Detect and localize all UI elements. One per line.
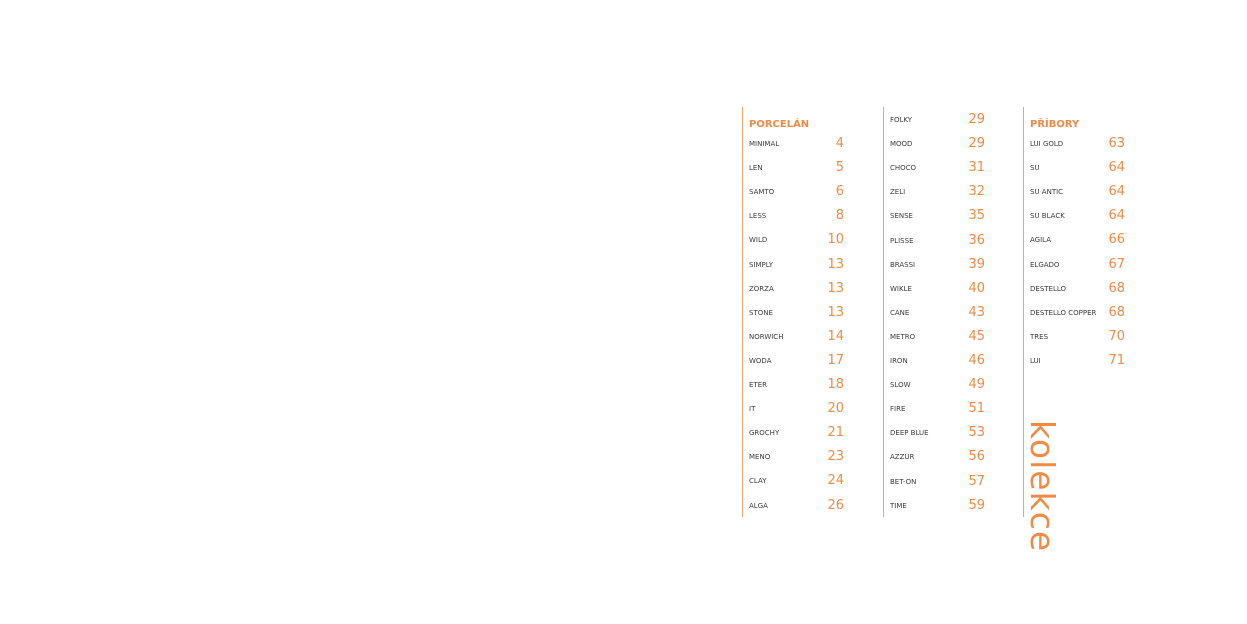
collection-name: TIME bbox=[890, 501, 907, 510]
index-entry[interactable] bbox=[743, 474, 847, 490]
collection-name: TRES bbox=[1030, 332, 1049, 341]
index-entry[interactable] bbox=[884, 234, 988, 250]
page-number: 39 bbox=[968, 256, 985, 272]
collection-name: WIKLE bbox=[890, 284, 912, 293]
collection-name: SU ANTIC bbox=[1030, 188, 1064, 197]
collection-name: CLAY bbox=[749, 477, 767, 486]
index-entry[interactable] bbox=[1024, 137, 1128, 153]
index-entry[interactable] bbox=[1024, 258, 1128, 274]
index-entry[interactable] bbox=[743, 450, 847, 466]
page-number: 4 bbox=[835, 136, 844, 151]
index-entry[interactable] bbox=[884, 354, 988, 370]
page-number: 10 bbox=[827, 232, 844, 248]
collection-name: ETER bbox=[749, 381, 767, 389]
page-number: 29 bbox=[968, 112, 985, 127]
collection-name: SIMPLY bbox=[749, 260, 774, 269]
index-entry[interactable] bbox=[743, 209, 847, 225]
page-number: 43 bbox=[968, 304, 985, 320]
index-entry[interactable] bbox=[884, 137, 988, 153]
collection-name: IRON bbox=[890, 357, 908, 365]
page-number: 46 bbox=[968, 353, 985, 368]
page-number: 57 bbox=[968, 473, 985, 489]
index-entry[interactable] bbox=[743, 185, 847, 201]
collection-name: DEEP BLUE bbox=[890, 429, 929, 438]
page-number: 53 bbox=[968, 425, 985, 441]
index-entry[interactable] bbox=[884, 402, 988, 418]
index-entry[interactable] bbox=[1024, 306, 1128, 322]
page-number: 63 bbox=[1108, 136, 1125, 151]
collection-name: GROCHY bbox=[749, 429, 780, 438]
page-number: 8 bbox=[835, 208, 844, 224]
collection-name: ZELI bbox=[890, 188, 906, 197]
pribory-heading: PŘÍBORY bbox=[1030, 119, 1080, 130]
index-entry[interactable] bbox=[743, 426, 847, 442]
page-number: 18 bbox=[827, 377, 844, 392]
collection-name: FIRE bbox=[890, 405, 906, 414]
index-entry[interactable] bbox=[884, 282, 988, 298]
collection-name: NORWICH bbox=[749, 332, 784, 341]
collection-name: AZZUR bbox=[890, 453, 915, 462]
index-entry[interactable] bbox=[743, 306, 847, 322]
index-entry[interactable] bbox=[884, 450, 988, 466]
page-number: 49 bbox=[968, 377, 985, 393]
index-entry[interactable] bbox=[1024, 233, 1128, 249]
page-number: 20 bbox=[827, 401, 844, 417]
page-number: 64 bbox=[1108, 184, 1125, 200]
page-number: 64 bbox=[1108, 208, 1125, 224]
collection-name: IT bbox=[749, 405, 756, 414]
index-entry[interactable] bbox=[743, 499, 847, 515]
collection-name: LESS bbox=[749, 212, 767, 221]
page-number: 51 bbox=[968, 401, 985, 417]
page-number: 31 bbox=[968, 160, 985, 176]
collection-name: BRASSI bbox=[890, 260, 916, 269]
page-number: 64 bbox=[1108, 160, 1125, 176]
porcelan-column bbox=[742, 107, 847, 517]
page-number: 14 bbox=[827, 328, 844, 344]
collection-name: BET-ON bbox=[890, 477, 917, 486]
page-number: 5 bbox=[835, 160, 844, 176]
index-entry[interactable] bbox=[743, 233, 847, 249]
collection-name: MOOD bbox=[890, 140, 913, 149]
index-entry[interactable] bbox=[1024, 185, 1128, 201]
collection-name: ALGA bbox=[749, 501, 768, 510]
page-number: 71 bbox=[1108, 352, 1125, 368]
collection-name: WILD bbox=[749, 236, 768, 245]
page-number: 23 bbox=[827, 449, 844, 465]
page-number: 70 bbox=[1108, 328, 1125, 344]
index-entry[interactable] bbox=[884, 161, 988, 177]
porcelan-continued-column bbox=[883, 107, 988, 517]
collection-name: CHOCO bbox=[890, 164, 917, 173]
page-number: 36 bbox=[968, 232, 985, 248]
page-number: 29 bbox=[968, 136, 985, 152]
index-entry[interactable] bbox=[743, 402, 847, 418]
page-number: 40 bbox=[968, 280, 985, 296]
page-number: 45 bbox=[968, 328, 985, 344]
index-entry[interactable] bbox=[884, 499, 988, 515]
page-number: 24 bbox=[827, 473, 844, 489]
page-number: 66 bbox=[1108, 232, 1125, 248]
index-entry[interactable] bbox=[884, 306, 988, 322]
index-entry[interactable] bbox=[1024, 282, 1128, 298]
page-number: 56 bbox=[968, 449, 985, 465]
collection-name: DESTELLO COPPER bbox=[1030, 308, 1097, 317]
collection-name: AGILA bbox=[1030, 236, 1052, 245]
page-number: 21 bbox=[827, 425, 844, 441]
collection-name: MINIMAL bbox=[749, 140, 780, 148]
index-entry[interactable] bbox=[743, 378, 847, 394]
page-number: 67 bbox=[1108, 256, 1125, 272]
page-number: 6 bbox=[835, 184, 844, 200]
index-entry[interactable] bbox=[884, 330, 988, 346]
page-number: 68 bbox=[1108, 304, 1125, 320]
collection-name: PLISSE bbox=[890, 236, 914, 245]
collection-name: DESTELLO bbox=[1030, 284, 1067, 293]
index-entry[interactable] bbox=[1024, 330, 1128, 346]
collection-name: CANE bbox=[890, 308, 910, 317]
index-entry[interactable] bbox=[884, 185, 988, 201]
collection-name: LUI GOLD bbox=[1030, 140, 1064, 148]
index-entry[interactable] bbox=[884, 378, 988, 394]
collection-name: LEN bbox=[749, 164, 763, 173]
collection-name: WODA bbox=[749, 356, 772, 365]
index-entry[interactable] bbox=[884, 426, 988, 442]
index-entry[interactable] bbox=[743, 258, 847, 274]
index-entry[interactable] bbox=[743, 137, 847, 153]
index-entry[interactable] bbox=[743, 282, 847, 298]
collection-name: METRO bbox=[890, 332, 916, 341]
page-number: 59 bbox=[968, 497, 985, 513]
index-entry[interactable] bbox=[884, 258, 988, 274]
index-entry[interactable] bbox=[743, 354, 847, 370]
page-number: 35 bbox=[968, 208, 985, 224]
page-number: 26 bbox=[827, 497, 844, 513]
collection-name: STONE bbox=[749, 308, 773, 317]
index-entry[interactable] bbox=[1024, 354, 1128, 370]
collection-name: SENSE bbox=[890, 212, 913, 221]
index-entry[interactable] bbox=[1024, 161, 1128, 177]
index-entry[interactable] bbox=[743, 161, 847, 177]
porcelan-heading: PORCELÁN bbox=[749, 119, 810, 130]
collection-name: SLOW bbox=[890, 381, 911, 390]
page-number: 13 bbox=[827, 280, 844, 296]
collection-name: SU BLACK bbox=[1030, 212, 1065, 221]
index-entry[interactable] bbox=[884, 113, 988, 129]
collection-name: MENO bbox=[749, 453, 771, 462]
kolekce-vertical-title: kolekce bbox=[1023, 420, 1062, 553]
index-entry[interactable] bbox=[884, 475, 988, 491]
page-number: 32 bbox=[968, 184, 985, 200]
index-entry[interactable] bbox=[884, 209, 988, 225]
collection-name: ELGADO bbox=[1030, 260, 1060, 269]
collection-name: SU bbox=[1030, 164, 1040, 173]
collection-name: FOLKY bbox=[890, 116, 913, 124]
page-number: 68 bbox=[1108, 280, 1125, 296]
collection-name: ZORZA bbox=[749, 284, 774, 293]
collection-name: LUI bbox=[1030, 356, 1041, 365]
index-entry[interactable] bbox=[743, 330, 847, 346]
page-number: 13 bbox=[827, 256, 844, 272]
page-number: 17 bbox=[827, 352, 844, 368]
collection-name: SAMTO bbox=[749, 188, 775, 197]
page-number: 13 bbox=[827, 304, 844, 320]
index-entry[interactable] bbox=[1024, 209, 1128, 225]
